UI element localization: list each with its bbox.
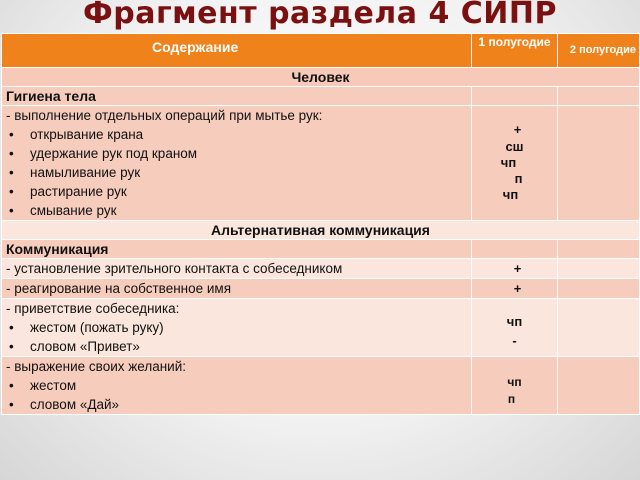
- eye-contact-mark: [472, 259, 558, 279]
- table-row: [2, 279, 640, 299]
- list-item: • удержание рук под краном: [6, 144, 471, 163]
- cell-empty: [558, 259, 640, 279]
- section-human: Человек: [2, 68, 640, 87]
- greeting-intro: - приветствие собеседника:: [6, 301, 180, 316]
- table-row: [2, 240, 640, 259]
- list-item: • растирание рук: [6, 182, 471, 201]
- mark-value: п: [514, 171, 523, 186]
- name-response-mark: [472, 279, 558, 299]
- cell-empty: [558, 240, 640, 259]
- hygiene-ops-cell: [2, 106, 472, 221]
- wishes-intro: - выражение своих желаний:: [6, 359, 187, 374]
- list-item: • словом «Привет»: [6, 337, 471, 356]
- cell-empty: [472, 87, 558, 106]
- cell-empty: [558, 299, 640, 357]
- cell-empty: [558, 87, 640, 106]
- mark-value: чп: [502, 187, 519, 202]
- mark-value: +: [513, 281, 522, 296]
- section-row-human: [2, 68, 640, 87]
- wishes-cell: [2, 357, 472, 415]
- mark-value: +: [513, 122, 522, 137]
- cell-empty: [558, 357, 640, 415]
- hygiene-ops-marks: [472, 106, 558, 221]
- cell-empty: [558, 106, 640, 221]
- eye-contact-label: - установление зрительного контакта с собеседником: [6, 261, 343, 276]
- list-item: • смывание рук: [6, 201, 471, 220]
- cell-empty: [472, 240, 558, 259]
- mark-value: -: [512, 333, 517, 348]
- list-item: • жестом (пожать руку): [6, 318, 471, 337]
- header-half1: 1 полугодие: [472, 34, 558, 68]
- mark-value: п: [507, 392, 516, 406]
- mark-value: сш: [505, 139, 524, 154]
- table-row: [2, 87, 640, 106]
- sipr-table: [1, 33, 640, 415]
- section-alt-comm: Альтернативная коммуникация: [2, 221, 640, 240]
- table-row: [2, 357, 640, 415]
- hygiene-ops-intro: - выполнение отдельных операций при мытье рук:: [6, 108, 323, 123]
- header-half2: 2 полугодие: [558, 34, 640, 68]
- subsection-communication: Коммуникация: [2, 240, 472, 259]
- greeting-marks: [472, 299, 558, 357]
- list-item: • словом «Дай»: [6, 395, 471, 414]
- mark-value: чп: [507, 375, 522, 389]
- cell-empty: [558, 279, 640, 299]
- name-response-cell: [2, 279, 472, 299]
- greeting-cell: [2, 299, 472, 357]
- list-item: • открывание крана: [6, 125, 471, 144]
- mark-value: +: [513, 261, 522, 276]
- list-item: • намыливание рук: [6, 163, 471, 182]
- table-header-row: [2, 34, 640, 68]
- subsection-hygiene: Гигиена тела: [2, 87, 472, 106]
- header-content: Содержание: [2, 34, 472, 68]
- table-row: [2, 299, 640, 357]
- section-row-alt-comm: [2, 221, 640, 240]
- mark-value: чп: [500, 155, 517, 170]
- table-row-hygiene-ops: [2, 106, 640, 221]
- table-row: [2, 259, 640, 279]
- wishes-marks: [472, 357, 558, 415]
- page-title: Фрагмент раздела 4 СИПР: [83, 0, 557, 31]
- eye-contact-cell: [2, 259, 472, 279]
- mark-value: чп: [506, 314, 523, 329]
- list-item: • жестом: [6, 376, 471, 395]
- name-response-label: - реагирование на собственное имя: [6, 281, 232, 296]
